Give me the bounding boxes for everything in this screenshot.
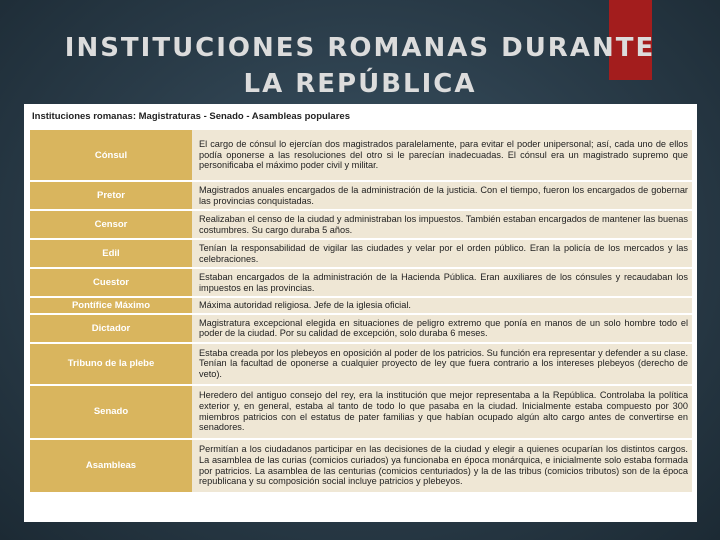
institution-description: Permitían a los ciudadanos participar en las decisiones de la ciudad y elegir a quienes ocuparían los distintos cargos. La asamblea de las curias (comicios curiados) ya funcionaba en época monárquica, e inicialmente solo estaba formada por patricios. La asamblea de las centurias (comicios centuriados) y la de las tribus (comicios tributos) son de la época republicana y su composición social incluye patricios y plebeyos. xyxy=(192,440,692,492)
institution-description: Heredero del antiguo consejo del rey, era la institución que mejor representaba a la República. Controlaba la política exterior y, en general, estaba al tanto de todo lo que pasaba en la ciudad. Inicialmente estaba compuesto por 300 miembros patricios con el estatus de pater familias y que habían ocupado algún alto cargo antes de convertirse en senadores. xyxy=(192,386,692,438)
institution-description: El cargo de cónsul lo ejercían dos magistrados paralelamente, para evitar el poder unipersonal; así, cada uno de ellos podía oponerse a las resoluciones del otro si le parecían inadecuadas. El cónsul era un magistrado supremo que personificaba el máximo poder civil y militar. xyxy=(192,130,692,180)
table-row xyxy=(30,130,692,180)
table-caption: Instituciones romanas: Magistraturas - Senado - Asambleas populares xyxy=(32,111,350,122)
institutions-table xyxy=(30,128,692,494)
institution-description: Tenían la responsabilidad de vigilar las ciudades y velar por el orden público. Eran la policía de los mercados y las celebraciones. xyxy=(192,240,692,267)
table-row xyxy=(30,440,692,492)
table-row xyxy=(30,344,692,384)
institution-name: Asambleas xyxy=(30,440,192,492)
table-row xyxy=(30,386,692,438)
slide-title: INSTITUCIONES ROMANAS DURANTE LA REPÚBLICA xyxy=(64,33,656,99)
institution-description: Realizaban el censo de la ciudad y administraban los impuestos. También estaban encargados de mantener las buenas costumbres. Su cargo duraba 5 años. xyxy=(192,211,692,238)
table-row xyxy=(30,315,692,342)
institution-description: Magistratura excepcional elegida en situaciones de peligro extremo que ponía en manos de un solo hombre todo el poder de la ciudad. Por su calidad de excepción, solo duraba 6 meses. xyxy=(192,315,692,342)
institution-name: Pretor xyxy=(30,182,192,209)
table-row xyxy=(30,211,692,238)
institution-name: Cuestor xyxy=(30,269,192,296)
institution-description: Estaban encargados de la administración de la Hacienda Pública. Eran auxiliares de los cónsules y recaudaban los impuestos en las provincias. xyxy=(192,269,692,296)
institution-description: Máxima autoridad religiosa. Jefe de la iglesia oficial. xyxy=(192,298,692,313)
table-row xyxy=(30,298,692,313)
institution-description: Estaba creada por los plebeyos en oposición al poder de los patricios. Su función era representar y defender a su clase. Tenían la facultad de oponerse a cualquier proyecto de ley que fuera contrario a los intereses plebeyos (derecho de veto). xyxy=(192,344,692,384)
table-row xyxy=(30,240,692,267)
institution-description: Magistrados anuales encargados de la administración de la justicia. Con el tiempo, fueron los encargados de gobernar las provincias conquistadas. xyxy=(192,182,692,209)
table-image-panel xyxy=(24,104,697,522)
table-row xyxy=(30,182,692,209)
institution-name: Senado xyxy=(30,386,192,438)
institution-name: Pontífice Máximo xyxy=(30,298,192,313)
table-row xyxy=(30,269,692,296)
institution-name: Dictador xyxy=(30,315,192,342)
institution-name: Censor xyxy=(30,211,192,238)
institution-name: Cónsul xyxy=(30,130,192,180)
institution-name: Edil xyxy=(30,240,192,267)
institution-name: Tribuno de la plebe xyxy=(30,344,192,384)
